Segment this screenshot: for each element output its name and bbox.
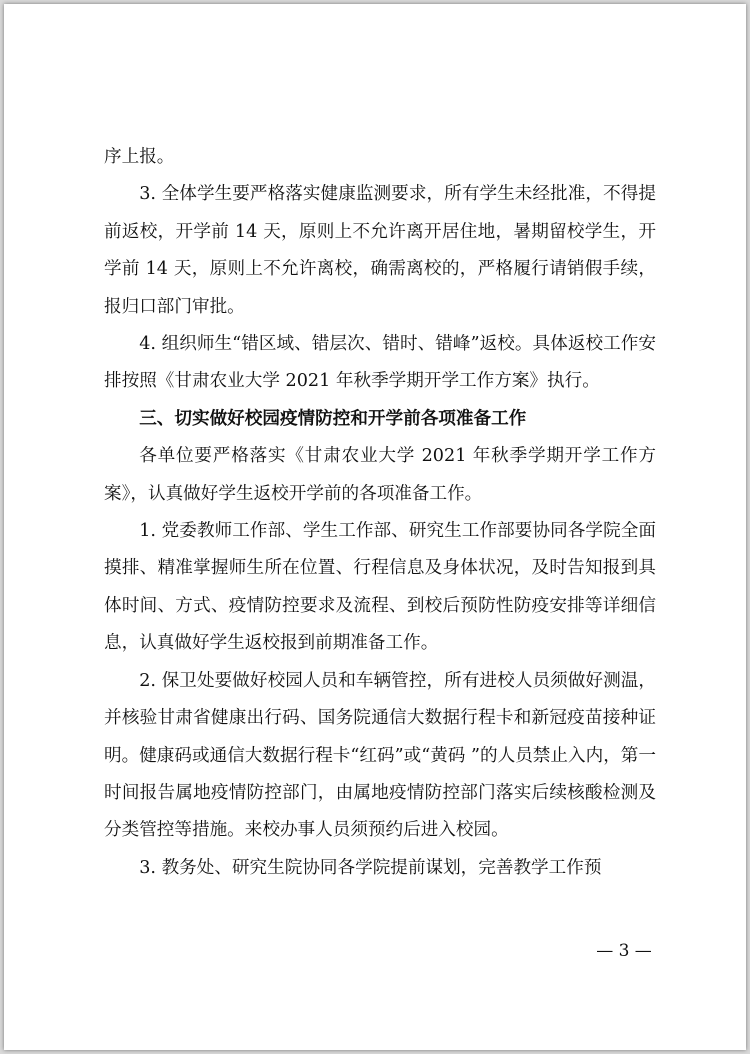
paragraph-continued: 序上报。 bbox=[104, 147, 175, 167]
document-page bbox=[4, 4, 746, 1050]
document-body bbox=[104, 139, 656, 887]
paragraph-item-1-departments: 1. 党委教师工作部、学生工作部、研究生工作部要协同各学院全面摸排、精准掌握师生所在位置、行程信息及身体状况，及时告知报到具体时间、方式、疫情防控要求及流程、到校后预防性防疫安排等详细信息，认真做好学生返校报到前期准备工作。 bbox=[104, 521, 656, 654]
paragraph-section-intro: 各单位要严格落实《甘肃农业大学 2021 年秋季学期开学工作方案》，认真做好学生返校开学前的各项准备工作。 bbox=[104, 446, 656, 504]
paragraph-item-3-academic-affairs: 3. 教务处、研究生院协同各学院提前谋划，完善教学工作预 bbox=[139, 857, 602, 878]
paragraph-item-3-health-monitoring: 3. 全体学生要严格落实健康监测要求，所有学生未经批准，不得提前返校，开学前 14 天，原则上不允许离开居住地，暑期留校学生，开学前 14 天，原则上不允许离校，确需离校的，严格履行请销假手续，报归口部门审批。 bbox=[104, 184, 656, 317]
page-number: — 3 — bbox=[596, 941, 652, 961]
paragraph-item-4-staggered-return: 4. 组织师生“错区域、错层次、错时、错峰”返校。具体返校工作安排按照《甘肃农业大学 2021 年秋季学期开学工作方案》执行。 bbox=[104, 334, 656, 392]
paragraph-item-2-security: 2. 保卫处要做好校园人员和车辆管控，所有进校人员须做好测温，并核验甘肃省健康出行码、国务院通信大数据行程卡和新冠疫苗接种证明。健康码或通信大数据行程卡“红码”或“黄码 ”的人员禁止入内，第一时间报告属地疫情防控部门，由属地疫情防控部门落实后续核酸检测及分类管控等措施。来校办事人员须预约后进入校园。 bbox=[104, 670, 656, 841]
section-heading-three: 三、切实做好校园疫情防控和开学前各项准备工作 bbox=[139, 408, 527, 429]
